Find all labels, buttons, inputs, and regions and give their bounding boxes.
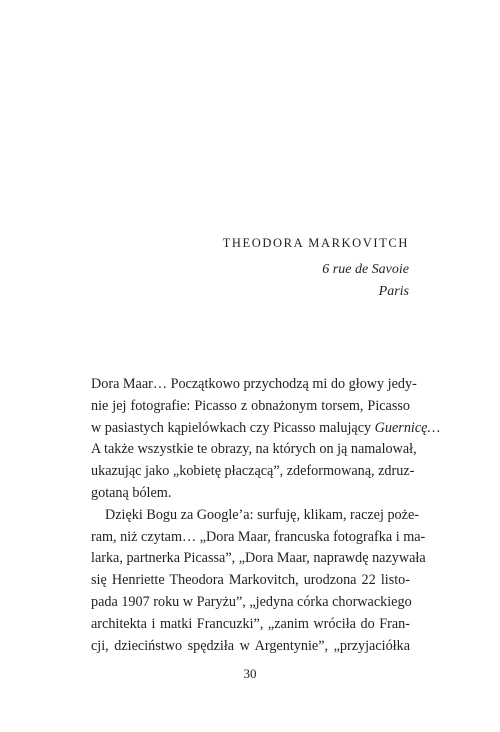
letter-heading bbox=[223, 232, 409, 303]
address-city: Paris bbox=[378, 284, 409, 299]
paragraph-1 bbox=[91, 374, 441, 505]
text-line: larka, partnerka Picassa”, „Dora Maar, naprawdę nazywała bbox=[91, 550, 426, 567]
text-fragment: w pasiastych kąpielówkach czy Picasso malujący bbox=[91, 419, 375, 436]
text-line: ukazując jako „kobietę płaczącą”, zdeformowaną, zdruz- bbox=[91, 463, 415, 480]
text-line bbox=[91, 418, 441, 440]
recipient-name: THEODORA MARKOVITCH bbox=[222, 236, 409, 250]
italic-title: Guernicę… bbox=[374, 419, 441, 436]
text-line: architekta i matki Francuzki”, „zanim wróciła do Fran- bbox=[91, 615, 410, 632]
page-number: 30 bbox=[243, 666, 257, 681]
text-line: Dora Maar… Początkowo przychodzą mi do głowy jedy- bbox=[91, 376, 417, 392]
text-line: Dzięki Bogu za Google’a: surfuję, klikam, raczej poże- bbox=[105, 506, 419, 523]
address-street: 6 rue de Savoie bbox=[322, 262, 409, 277]
text-line: A także wszystkie te obrazy, na których on ją namalował, bbox=[91, 441, 417, 458]
text-line: pada 1907 roku w Paryżu”, „jedyna córka chorwackiego bbox=[91, 593, 412, 610]
text-line: gotaną bólem. bbox=[91, 484, 172, 501]
paragraph-2 bbox=[91, 505, 426, 658]
text-line: cji, dzieciństwo spędziła w Argentynie”, „przyjaciółka bbox=[91, 637, 410, 654]
body-text bbox=[91, 374, 441, 657]
text-line: nie jej fotografie: Picasso z obnażonym torsem, Picasso bbox=[91, 397, 410, 414]
text-line: się Henriette Theodora Markovitch, urodzona 22 listo- bbox=[91, 572, 410, 589]
text-line: ram, niż czytam… „Dora Maar, francuska fotografka i ma- bbox=[91, 528, 426, 545]
